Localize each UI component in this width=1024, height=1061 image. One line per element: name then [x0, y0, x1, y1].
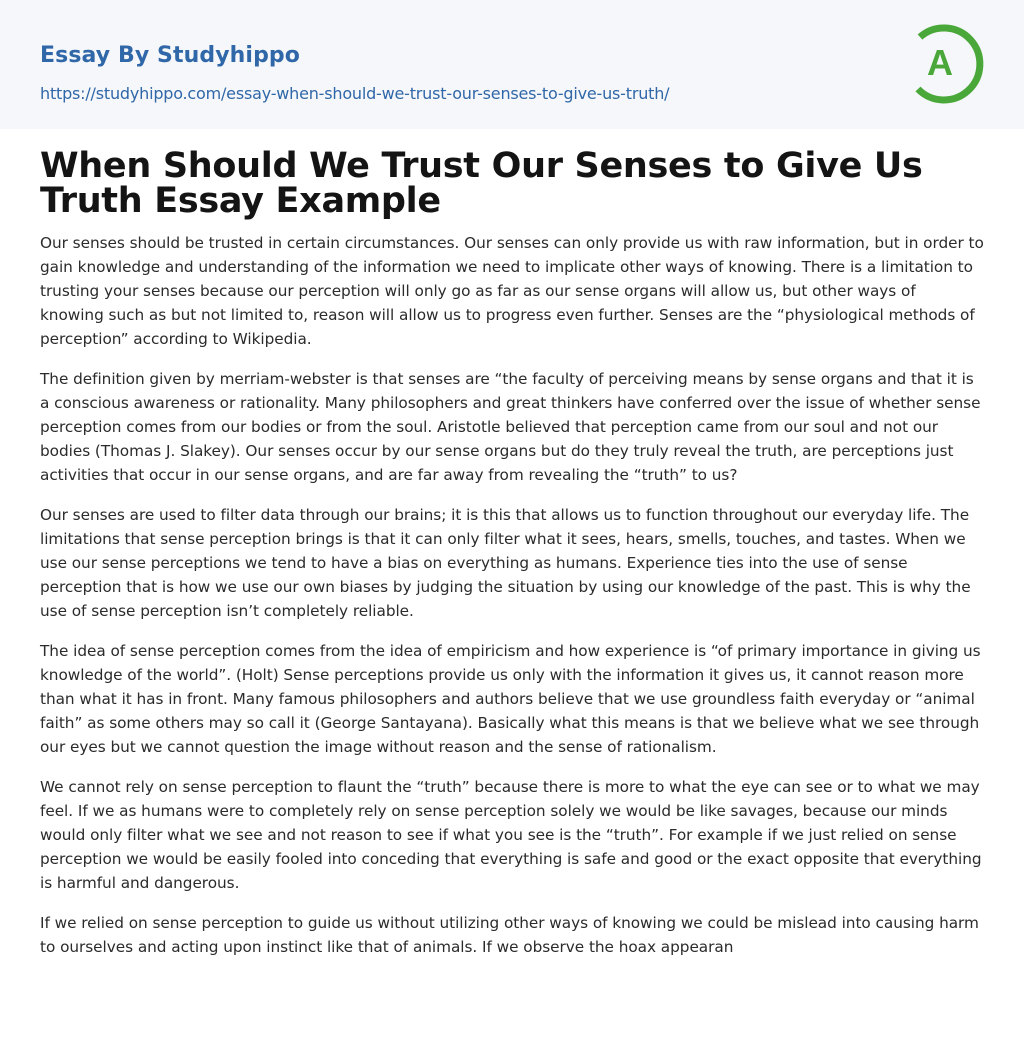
site-title[interactable]: Essay By Studyhippo: [40, 43, 300, 68]
logo-letter: A: [927, 42, 953, 83]
studyhippo-logo[interactable]: [912, 19, 986, 105]
essay-paragraph-5: We cannot rely on sense perception to flaunt the “truth” because there is more to what the eye can see or to what we may feel. If we as humans were to completely rely on sense perception solely we would be like savages, because our minds would only filter what we see and not reason to see if what you see is the “truth”. For example if we just relied on sense perception we would be easily fooled into conceding that everything is safe and good or the exact opposite that everything is harmful and dangerous.: [40, 778, 982, 892]
essay-paragraph-3: Our senses are used to filter data through our brains; it is this that allows us to function throughout our everyday life. The limitations that sense perception brings is that it can only filter what it sees, hears, smells, touches, and tastes. When we use our sense perceptions we tend to have a bias on everything as humans. Experience ties into the use of sense perception that is how we use our own biases by judging the situation by using our knowledge of the past. This is why the use of sense perception isn’t completely reliable.: [40, 506, 971, 620]
source-url-link[interactable]: https://studyhippo.com/essay-when-should-we-trust-our-senses-to-give-us-truth/: [40, 84, 670, 103]
site-header: [0, 0, 1024, 129]
article: [0, 146, 1024, 959]
essay-title: When Should We Trust Our Senses to Give Us Truth Essay Example: [40, 146, 923, 221]
essay-paragraph-1: Our senses should be trusted in certain circumstances. Our senses can only provide us with raw information, but in order to gain knowledge and understanding of the information we need to implicate other ways of knowing. There is a limitation to trusting your senses because our perception will only go as far as our sense organs will allow us, but other ways of knowing such as but not limited to, reason will allow us to progress even further. Senses are the “physiological methods of perception” according to Wikipedia.: [40, 234, 984, 348]
essay-paragraph-2: The definition given by merriam-webster is that senses are “the faculty of perceiving means by sense organs and that it is a conscious awareness or rationality. Many philosophers and great thinkers have conferred over the issue of whether sense perception comes from our bodies or from the soul. Aristotle believed that perception came from our soul and not our bodies (Thomas J. Slakey). Our senses occur by our sense organs but do they truly reveal the truth, are perceptions just activities that occur in our sense organs, and are far away from revealing the “truth” to us?: [40, 370, 981, 484]
essay-paragraph-4: The idea of sense perception comes from the idea of empiricism and how experience is “of primary importance in giving us knowledge of the world”. (Holt) Sense perceptions provide us only with the information it gives us, it cannot reason more than what it has in front. Many famous philosophers and authors believe that we use groundless faith everyday or “animal faith” as some others may so call it (George Santayana). Basically what this means is that we believe what we see through our eyes but we cannot question the image without reason and the sense of rationalism.: [40, 642, 981, 756]
essay-paragraph-6: If we relied on sense perception to guide us without utilizing other ways of knowing we could be mislead into causing harm to ourselves and acting upon instinct like that of animals. If we observe the hoax appearan: [40, 914, 979, 956]
